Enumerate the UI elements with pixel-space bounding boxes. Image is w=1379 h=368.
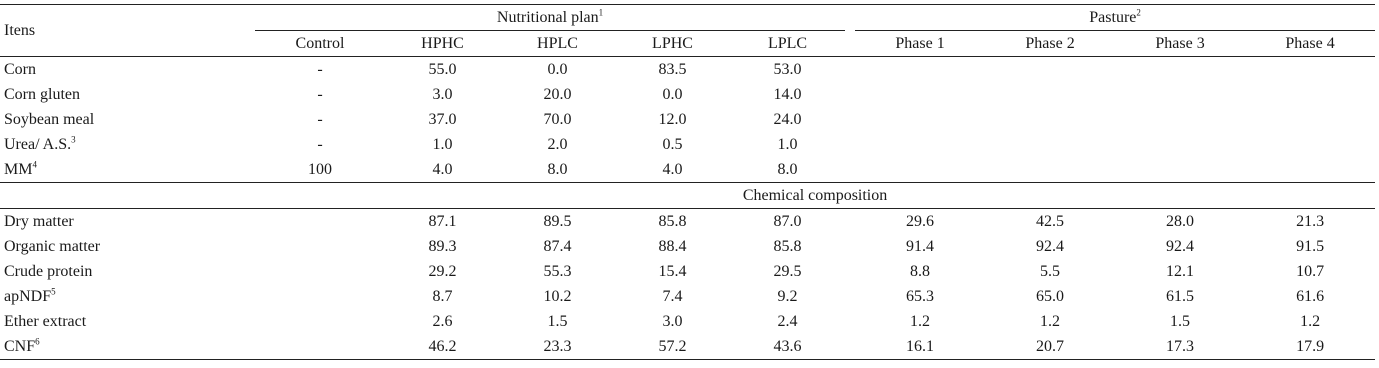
table-cell bbox=[985, 157, 1115, 183]
table-cell bbox=[1245, 107, 1375, 132]
row-label: Corn bbox=[4, 61, 36, 78]
table-cell: 4.0 bbox=[662, 161, 683, 178]
table-cell bbox=[1115, 82, 1245, 107]
table-cell: 57.2 bbox=[615, 334, 730, 360]
col-lplc: LPLC bbox=[730, 31, 845, 57]
table-cell: 37.0 bbox=[428, 111, 457, 128]
table-row bbox=[0, 284, 1375, 309]
table-cell: 4.0 bbox=[432, 161, 453, 178]
table-cell bbox=[255, 259, 385, 284]
row-label: CNF$^6$ bbox=[0, 334, 255, 360]
row-label: Dry matter bbox=[4, 213, 74, 230]
table-cell: 85.8 bbox=[773, 238, 802, 255]
table-cell bbox=[1245, 57, 1375, 83]
table-cell: 1.2 bbox=[910, 313, 931, 330]
row-label: Urea/ A.S.$^3$ bbox=[4, 134, 76, 153]
table-cell: 91.4 bbox=[906, 238, 935, 255]
table-cell: 17.9 bbox=[1245, 334, 1375, 360]
table-cell: 0.5 bbox=[662, 136, 683, 153]
table-row bbox=[0, 157, 1375, 183]
table-cell: 65.3 bbox=[906, 288, 935, 305]
header-row-groups bbox=[0, 5, 1375, 31]
table-cell: 8.0 bbox=[777, 161, 798, 178]
table-cell bbox=[1115, 57, 1245, 83]
table-cell: 2.6 bbox=[432, 313, 453, 330]
table-cell bbox=[855, 132, 985, 157]
table-row bbox=[0, 209, 1375, 235]
table-cell: 1.5 bbox=[547, 313, 568, 330]
row-label: Corn gluten bbox=[4, 86, 80, 103]
table-cell: 92.4 bbox=[1166, 238, 1195, 255]
table-cell: 1.0 bbox=[432, 136, 453, 153]
table-cell: 91.5 bbox=[1296, 238, 1325, 255]
row-label: apNDF$^5$ bbox=[4, 286, 56, 305]
table-cell: 20.0 bbox=[543, 86, 572, 103]
table-cell: 17.3 bbox=[1115, 334, 1245, 360]
table-cell: 15.4 bbox=[658, 263, 687, 280]
table-cell: 9.2 bbox=[777, 288, 798, 305]
table-row bbox=[0, 309, 1375, 334]
table-cell bbox=[255, 334, 385, 360]
table-cell bbox=[255, 309, 385, 334]
footnote-marker: 1 bbox=[598, 7, 604, 18]
table-cell: 23.3 bbox=[500, 334, 615, 360]
table-cell: 29.5 bbox=[773, 263, 802, 280]
table-cell: 61.5 bbox=[1166, 288, 1195, 305]
table-cell: 29.6 bbox=[906, 213, 935, 230]
table-cell: 55.0 bbox=[428, 61, 457, 78]
table-cell: 43.6 bbox=[730, 334, 845, 360]
table-cell: 0.0 bbox=[662, 86, 683, 103]
table-cell: 42.5 bbox=[1036, 213, 1065, 230]
table-cell: 1.2 bbox=[1040, 313, 1061, 330]
col-phase-2: Phase 2 bbox=[985, 31, 1115, 57]
table-cell: 10.2 bbox=[543, 288, 572, 305]
table-cell: 12.1 bbox=[1166, 263, 1195, 280]
table-cell: 92.4 bbox=[1036, 238, 1065, 255]
table-cell: 53.0 bbox=[773, 61, 802, 78]
table-cell: 3.0 bbox=[662, 313, 683, 330]
table-cell bbox=[1115, 132, 1245, 157]
table-cell: 0.0 bbox=[547, 61, 568, 78]
col-hplc: HPLC bbox=[500, 31, 615, 57]
table-cell: - bbox=[317, 86, 323, 103]
table-cell: 5.5 bbox=[1040, 263, 1061, 280]
table-cell: 100 bbox=[308, 161, 332, 178]
table-cell: - bbox=[317, 111, 323, 128]
table-cell: 46.2 bbox=[385, 334, 500, 360]
section-title: Chemical composition bbox=[255, 183, 1375, 209]
table-row bbox=[0, 132, 1375, 157]
table-cell: - bbox=[317, 136, 323, 153]
row-label: Soybean meal bbox=[4, 111, 95, 128]
table-row bbox=[0, 57, 1375, 83]
table-row bbox=[0, 334, 1375, 360]
col-phase-4: Phase 4 bbox=[1245, 31, 1375, 57]
col-hphc: HPHC bbox=[385, 31, 500, 57]
table-cell bbox=[855, 57, 985, 83]
table-cell: 10.7 bbox=[1296, 263, 1325, 280]
table-cell bbox=[985, 82, 1115, 107]
table-row bbox=[0, 234, 1375, 259]
table-cell bbox=[255, 284, 385, 309]
table-cell: 28.0 bbox=[1166, 213, 1195, 230]
table-cell: 1.2 bbox=[1300, 313, 1321, 330]
table-cell: 16.1 bbox=[855, 334, 985, 360]
table-cell: 83.5 bbox=[658, 61, 687, 78]
pasture-header: Pasture$^2$ bbox=[855, 5, 1375, 31]
table-cell bbox=[1115, 157, 1245, 183]
table-cell: 88.4 bbox=[658, 238, 687, 255]
col-phase-3: Phase 3 bbox=[1115, 31, 1245, 57]
table-cell: 55.3 bbox=[543, 263, 572, 280]
table-cell bbox=[855, 82, 985, 107]
row-label: Ether extract bbox=[4, 313, 87, 330]
table-cell: 8.8 bbox=[910, 263, 931, 280]
row-label: Crude protein bbox=[4, 263, 93, 280]
table-cell: 8.7 bbox=[432, 288, 453, 305]
table-cell bbox=[985, 132, 1115, 157]
col-phase-1: Phase 1 bbox=[855, 31, 985, 57]
footnote-marker: 2 bbox=[1136, 7, 1141, 18]
table-row bbox=[0, 259, 1375, 284]
table-cell: 61.6 bbox=[1296, 288, 1325, 305]
table-cell: 2.0 bbox=[547, 136, 568, 153]
table-cell bbox=[855, 107, 985, 132]
section-divider bbox=[0, 183, 1375, 209]
table-cell: 21.3 bbox=[1296, 213, 1325, 230]
footnote-marker: 6 bbox=[35, 336, 40, 347]
table-cell bbox=[1115, 107, 1245, 132]
col-lphc: LPHC bbox=[615, 31, 730, 57]
table-cell: 12.0 bbox=[658, 111, 687, 128]
table-cell bbox=[1245, 82, 1375, 107]
row-label: $MM^4$ bbox=[4, 159, 37, 178]
table-cell: 89.5 bbox=[543, 213, 572, 230]
col-control: Control bbox=[255, 31, 385, 57]
table-row bbox=[0, 82, 1375, 107]
table-cell bbox=[255, 209, 385, 235]
row-label-header: Itens bbox=[0, 5, 255, 57]
table-cell bbox=[855, 157, 985, 183]
table-cell: 14.0 bbox=[773, 86, 802, 103]
table-cell: 89.3 bbox=[428, 238, 457, 255]
table-cell: 7.4 bbox=[662, 288, 683, 305]
table-cell: 29.2 bbox=[428, 263, 457, 280]
table-cell: 8.0 bbox=[547, 161, 568, 178]
table-cell bbox=[985, 107, 1115, 132]
section-title-row bbox=[0, 183, 1375, 209]
table-cell: 1.0 bbox=[777, 136, 798, 153]
nutritional-plan-header: Nutritional plan$^1$ bbox=[255, 5, 845, 31]
footnote-marker: 3 bbox=[71, 134, 76, 145]
table-cell bbox=[255, 234, 385, 259]
table-cell: 3.0 bbox=[432, 86, 453, 103]
table-cell: 70.0 bbox=[543, 111, 572, 128]
table-cell: 24.0 bbox=[773, 111, 802, 128]
table-cell: 85.8 bbox=[658, 213, 687, 230]
table-cell: 87.4 bbox=[543, 238, 572, 255]
table-cell: 87.1 bbox=[428, 213, 457, 230]
table-row bbox=[0, 107, 1375, 132]
table-cell bbox=[985, 57, 1115, 83]
row-label: Organic matter bbox=[4, 238, 101, 255]
composition-table bbox=[0, 4, 1375, 360]
table-cell bbox=[1245, 132, 1375, 157]
footnote-marker: 4 bbox=[32, 159, 37, 170]
table-cell: 87.0 bbox=[773, 213, 802, 230]
composition-section bbox=[0, 209, 1375, 360]
footnote-marker: 5 bbox=[51, 286, 56, 297]
table-cell: 1.5 bbox=[1170, 313, 1191, 330]
table-cell bbox=[1245, 157, 1375, 183]
ingredients-section bbox=[0, 57, 1375, 183]
table-cell: - bbox=[317, 61, 323, 78]
table-cell: 20.7 bbox=[985, 334, 1115, 360]
table-cell: 2.4 bbox=[777, 313, 798, 330]
table-cell: 65.0 bbox=[1036, 288, 1065, 305]
